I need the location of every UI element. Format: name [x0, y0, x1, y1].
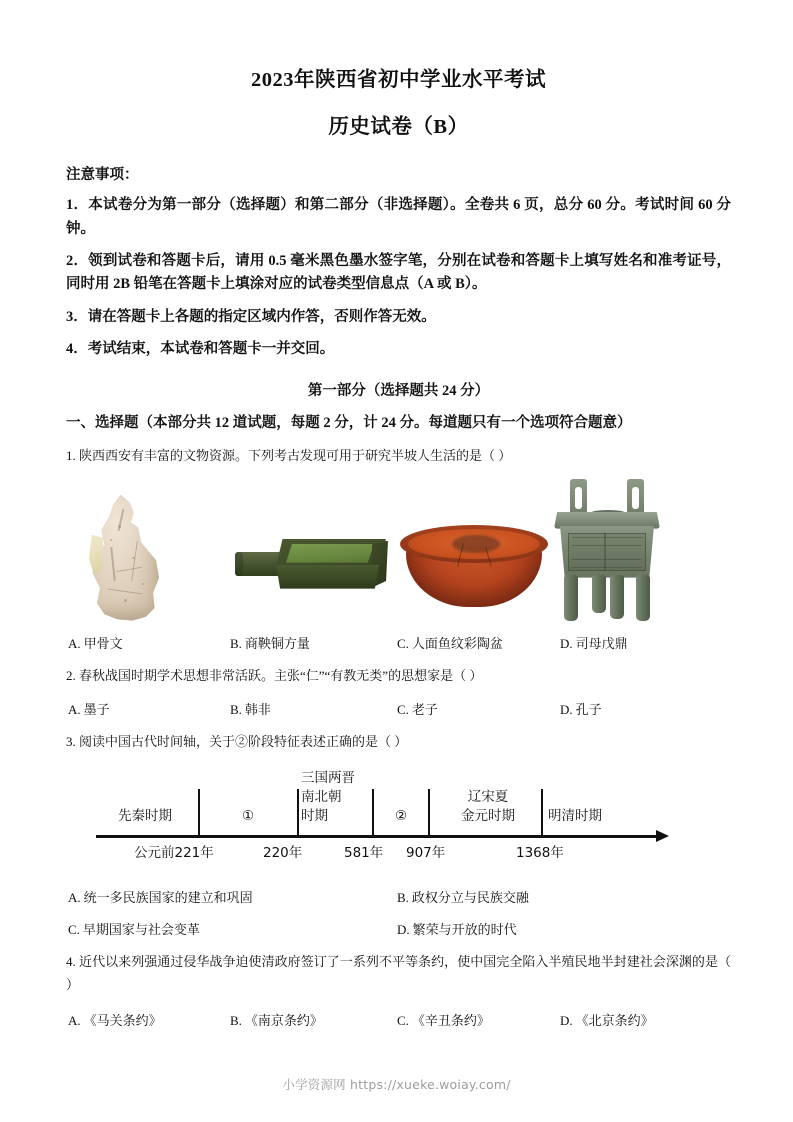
question-4-option-a[interactable]	[68, 1010, 162, 1029]
question-2-option-a[interactable]	[68, 699, 110, 718]
timeline-era-pre-qin: 先秦时期	[118, 808, 172, 825]
timeline-era-liao-song-line2: 金元时期	[461, 808, 515, 825]
question-3-option-a[interactable]	[68, 887, 253, 906]
question-3-option-b[interactable]	[397, 887, 529, 906]
chinese-dynasty-timeline	[66, 763, 731, 875]
option-text: 司母戊鼎	[575, 635, 628, 651]
option-label: C.	[397, 635, 409, 651]
part-one-header: 第一部分（选择题共 24 分）	[307, 382, 490, 399]
timeline-era-three-kingdoms-line1: 三国两晋	[301, 770, 355, 787]
timeline-era-1: ①	[241, 808, 255, 825]
question-3-option-d[interactable]	[397, 919, 517, 938]
option-label: D.	[397, 922, 410, 938]
figure-simuwu-ding	[548, 479, 666, 621]
timeline-era-three-kingdoms-line3: 时期	[301, 808, 328, 825]
timeline-tick-4	[428, 789, 430, 835]
question-4-stem: 4. 近代以来列强通过侵华战争迫使清政府签订了一系列不平等条约，使中国完全陷入半殖民地半封建社会深渊的是（ ）	[66, 954, 731, 992]
timeline-tick-3	[372, 789, 374, 835]
question-4-option-c[interactable]	[397, 1010, 490, 1029]
option-text: 《北京条约》	[575, 1013, 654, 1029]
timeline-era-2: ②	[394, 808, 408, 825]
section-one-header: 一、选择题（本部分共 12 道试题，每题 2 分，计 24 分。每道题只有一个选项符合题意）	[66, 414, 632, 431]
question-1-option-b[interactable]	[230, 633, 310, 652]
option-label: A.	[68, 890, 81, 906]
timeline-year-1368: 1368年	[516, 845, 564, 862]
notice-item-1: 1．本试卷分为第一部分（选择题）和第二部分（非选择题）。全卷共 6 页，总分 60 分。考试时间 60 分钟。	[66, 197, 731, 237]
option-label: A.	[68, 1013, 81, 1029]
question-1-option-a[interactable]	[68, 633, 123, 652]
question-4-option-d[interactable]	[560, 1010, 654, 1029]
option-label: B.	[230, 635, 242, 651]
timeline-era-three-kingdoms-line2: 南北朝	[301, 789, 342, 806]
option-text: 人面鱼纹彩陶盆	[411, 635, 503, 651]
option-text: 老子	[411, 701, 438, 717]
option-text: 《马关条约》	[83, 1013, 162, 1029]
option-label: A.	[68, 701, 81, 717]
page-content	[66, 0, 731, 1030]
question-1-stem: 1. 陕西西安有丰富的文物资源。下列考古发现可用于研究半坡人生活的是（ ）	[66, 448, 512, 464]
notice-item-4: 4．考试结束，本试卷和答题卡一并交回。	[66, 341, 335, 358]
option-label: D.	[560, 1013, 573, 1029]
question-2-options	[66, 699, 731, 719]
question-3-options-row-2	[66, 919, 731, 939]
option-text: 甲骨文	[83, 635, 123, 651]
question-3-stem: 3. 阅读中国古代时间轴，关于②阶段特征表述正确的是（ ）	[66, 733, 408, 749]
question-2-option-b[interactable]	[230, 699, 271, 718]
option-label: D.	[560, 701, 573, 717]
option-label: B.	[397, 890, 409, 906]
timeline-tick-1	[198, 789, 200, 835]
timeline-era-ming-qing: 明清时期	[548, 808, 602, 825]
question-1-options	[66, 633, 731, 653]
option-text: 孔子	[575, 701, 602, 717]
timeline-era-liao-song-line1: 辽宋夏	[467, 789, 509, 806]
figure-oracle-bone	[88, 495, 162, 621]
question-2-option-d[interactable]	[560, 699, 602, 718]
option-label: B.	[230, 701, 242, 717]
question-4-options	[66, 1010, 731, 1030]
option-label: C.	[397, 1013, 409, 1029]
option-text: 早期国家与社会变革	[82, 922, 200, 938]
question-2-option-c[interactable]	[397, 699, 438, 718]
option-label: D.	[560, 635, 573, 651]
timeline-tick-2	[297, 789, 299, 835]
timeline-year-220: 220年	[263, 845, 303, 862]
page-title: 2023年陕西省初中学业水平考试	[251, 69, 546, 91]
option-label: B.	[230, 1013, 242, 1029]
figure-painted-pottery-basin	[400, 521, 548, 609]
notice-heading: 注意事项：	[66, 167, 139, 184]
question-2-stem: 2. 春秋战国时期学术思想非常活跃。主张“仁”“有教无类”的思想家是（ ）	[66, 667, 483, 683]
option-text: 繁荣与开放的时代	[412, 922, 517, 938]
timeline-axis	[96, 835, 658, 838]
timeline-arrow-icon	[656, 830, 669, 842]
option-text: 墨子	[83, 701, 110, 717]
figure-shangyang-bronze-measure	[236, 531, 386, 597]
notice-item-2: 2．领到试卷和答题卡后，请用 0.5 毫米黑色墨水签字笔，分别在试卷和答题卡上填写姓名和准考证号，同时用 2B 铅笔在答题卡上填涂对应的试卷类型信息点（A 或 B）。	[66, 253, 731, 293]
question-1-option-c[interactable]	[397, 633, 503, 652]
timeline-year-581: 581年	[344, 845, 384, 862]
option-label: A.	[68, 635, 81, 651]
timeline-year-bc221: 公元前221年	[134, 845, 214, 862]
option-text: 政权分立与民族交融	[411, 890, 529, 906]
option-text: 《南京条约》	[244, 1013, 323, 1029]
question-1-option-d[interactable]	[560, 633, 628, 652]
timeline-year-907: 907年	[406, 845, 446, 862]
page-subtitle: 历史试卷（B）	[328, 115, 469, 138]
option-label: C.	[68, 922, 80, 938]
option-text: 韩非	[244, 701, 271, 717]
question-3-options-row-1	[66, 887, 731, 907]
timeline-tick-5	[541, 789, 543, 835]
option-text: 商鞅铜方量	[244, 635, 310, 651]
option-text: 《辛丑条约》	[411, 1013, 490, 1029]
footer-watermark: 小学资源网 https://xueke.woiay.com/	[282, 1077, 511, 1092]
question-3-option-c[interactable]	[68, 919, 200, 938]
notice-item-3: 3．请在答题卡上各题的指定区域内作答，否则作答无效。	[66, 308, 436, 325]
option-label: C.	[397, 701, 409, 717]
question-1-figures	[66, 476, 731, 621]
option-text: 统一多民族国家的建立和巩固	[83, 890, 253, 906]
question-4-option-b[interactable]	[230, 1010, 323, 1029]
